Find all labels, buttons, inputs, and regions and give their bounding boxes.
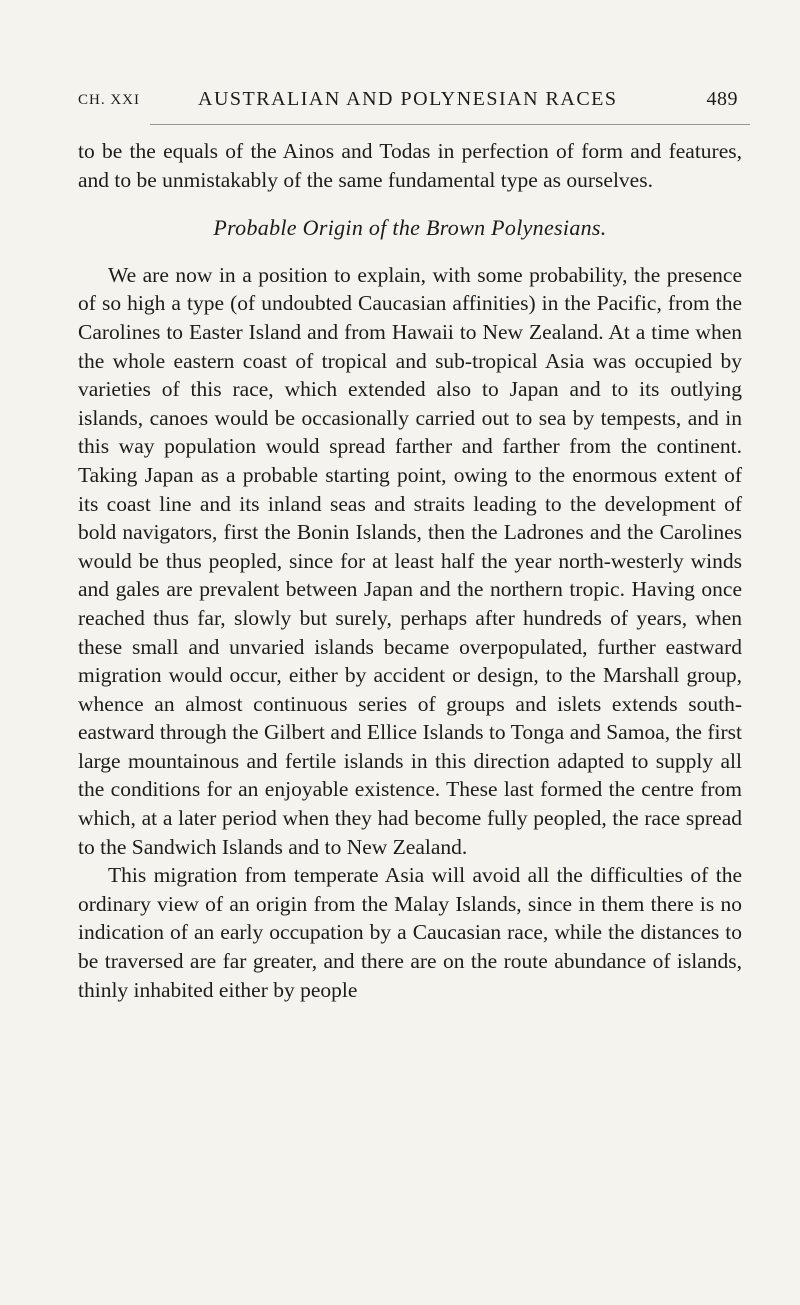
running-header: [78, 88, 738, 118]
running-title: AUSTRALIAN AND POLYNESIAN RACES: [198, 88, 618, 110]
body-text: [78, 137, 742, 1004]
header-rule: [150, 124, 750, 125]
section-heading: Probable Origin of the Brown Polynesians.: [213, 215, 607, 241]
chapter-label: CH. XXI: [78, 92, 140, 108]
page-number: 489: [706, 88, 738, 110]
paragraph: This migration from temperate Asia will avoid all the difficulties of the ordinary view of an origin from the Malay Islands, since in them there is no indication of an early occupation by a Caucasian race, while the distances to be traversed are far greater, and there are on the route abundance of islands, thinly inhabited either by people: [78, 863, 742, 1002]
opening-paragraph: to be the equals of the Ainos and Todas in perfection of form and features, and to be unmistakably of the same fundamental type as ourselves.: [78, 139, 742, 192]
paragraph: We are now in a position to explain, with some probability, the presence of so high a type (of undoubted Caucasian affinities) in the Pacific, from the Carolines to Easter Island and from Hawaii to New Zealand. At a time when the whole eastern coast of tropical and sub-tropical Asia was occupied by varieties of this race, which extended also to Japan and to its outlying islands, canoes would be occasionally carried out to sea by tempests, and in this way population would spread farther and farther from the continent. Taking Japan as a probable starting point, owing to the enormous extent of its coast line and its inland seas and straits leading to the development of bold navigators, first the Bonin Islands, then the Ladrones and the Carolines would be thus peopled, since for at least half the year north-westerly winds and gales are prevalent between Japan and the northern tropic. Having once reached thus far, slowly but surely, perhaps after hundreds of years, when these small and unvaried islands became overpopulated, further eastward migration would occur, either by accident or design, to the Marshall group, whence an almost continuous series of groups and islets extends south-eastward through the Gilbert and Ellice Islands to Tonga and Samoa, the first large mountainous and fertile islands in this direction adapted to supply all the conditions for an enjoyable existence. These last formed the centre from which, at a later period when they had become fully peopled, the race spread to the Sandwich Islands and to New Zealand.: [78, 262, 742, 859]
